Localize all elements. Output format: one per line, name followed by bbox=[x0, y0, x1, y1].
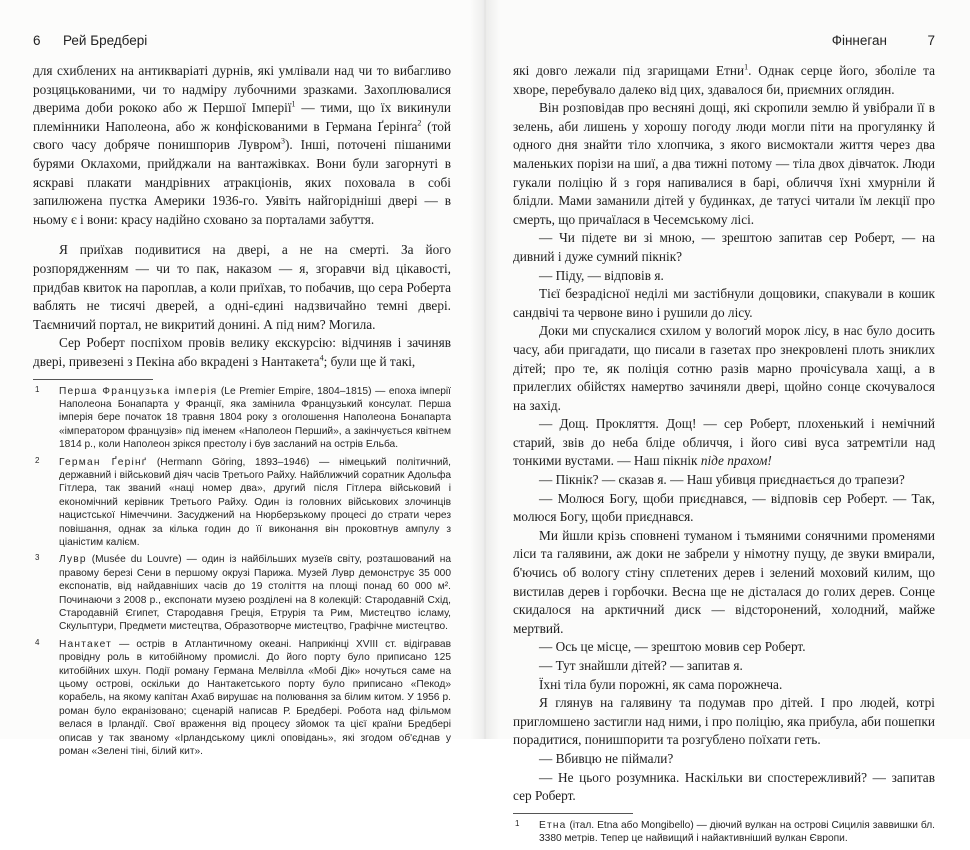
paragraph: Тієї безрадісної неділі ми застібнули дощовики, спакували в кошик сандвічі та червоне вино і рушили до лісу. bbox=[513, 286, 935, 320]
emphasis: піде прахом! bbox=[700, 453, 772, 469]
dialogue-line: — Вбивцю не піймали? bbox=[539, 750, 674, 766]
footnote: 2 Герман Ґерінґ (Hermann Göring, 1893–1946) — німецький політичний, державний і військовий діяч часів Третього Райху. Найближчий соратник Адольфа Гітлера, так званий «наці номер два», другий після Гітлера військовий і економічний керівник Третього Райху. Один із головних військових злочинців нацистської Німеччини. Засуджений на Нюрберзькому процесі до страти через повішання, однак за кілька годин до її виконання він проковтнув ампулу з ціаністим калієм. bbox=[35, 455, 452, 548]
footnote: 3 Лувр (Musée du Louvre) — один із найбільших музеїв світу, розташований на правому березі Сени в першому окрузі Парижа. Музей Лувр демонструє 35 000 експонатів, від найдавніших часів до 19 століття на площі понад 60 000 м². Починаючи з 2008 р., експонати музею розділені на 8 колекцій: Стародавній Схід, Стародавній Єгипет, Стародавня Греція, Етрурія та Рим, Мистецтво ісламу, Скульптури, Предмети мистецтва, Образотворче мистецтво, Графічне мистецтво. bbox=[35, 553, 451, 633]
right-page-number: 7 bbox=[927, 33, 935, 48]
footnote-ref: 1 bbox=[744, 62, 749, 72]
dialogue-line: — Чи підете ви зі мною, — зрештою запитав сер Роберт, — на дивний і дуже сумний пікнік? bbox=[513, 230, 935, 264]
footnote-ref: 3 bbox=[280, 136, 285, 146]
dialogue-line: — Молюся Богу, щоби приєднався, — відповів сер Роберт. — Так, молюся Богу, щоби приєднався. bbox=[513, 490, 935, 525]
right-page-header bbox=[513, 33, 935, 49]
dialogue-line: — Тут знайшли дітей? — запитав я. bbox=[539, 658, 743, 673]
footnote: 1 Етна (італ. Etna або Mongibello) — діючий вулкан на острові Сицилія заввишки бл. 3380 метрів. Тепер це найвищий і найактивніший вулкан Європи. bbox=[515, 818, 935, 845]
left-body-text bbox=[33, 62, 451, 372]
right-footnotes bbox=[513, 819, 935, 846]
left-page-header bbox=[33, 33, 451, 49]
left-text-block bbox=[33, 62, 451, 762]
paragraph: Доки ми спускалися схилом у вологий морок лісу, в нас було досить часу, аби пригадати, що писали в газетах про знекровлені плоть зниклих дітей; про те, як поліція сотню разів марно прочісувала хащі, а в прилеглих обійстях намертво зачиняли двері, щойно сонце скочувалося на захід. bbox=[513, 323, 935, 413]
dialogue-line: — Не цього розумника. Наскільки ви спостережливий? — запитав сер Роберт. bbox=[513, 769, 935, 804]
footnote-ref: 1 bbox=[291, 99, 296, 109]
paragraph: Їхні тіла були порожні, як сама порожнеча. bbox=[539, 676, 783, 692]
right-text-block bbox=[513, 62, 935, 850]
right-running-head: Фіннеган bbox=[831, 33, 887, 48]
paragraph: Я глянув на галявину та подумав про дітей. І про людей, котрі пригломшено застигли над ними, і про поліцію, яка прибула, аби пошепки порадитися, понишпорити та розгублено поїхати геть. bbox=[513, 695, 935, 748]
paragraph: Ми йшли крізь сповнені туманом і тьмяними сонячними променями ліси та галявини, аж доки не забрели у німотну пущу, де звуки вмирали, б'ючись об вологу стіну сплетених дерев і зелений моховий килим, що вистилав дерев і горбочки. Весна ще не дісталася до голих дерев. Сонце скидалося на арктичний диск — відсторонений, холодний, майже мертвий. bbox=[513, 527, 935, 636]
paragraph: Він розповідав про весняні дощі, які скропили землю й увібрали її в зелень, аби лишень у хорошу погоду люди могли піти на прогулянку й одного дня знайти тіло хлопчика, з якого висмоктали життя через два маленьких порізи на шиї, а два тижні потому — тіла двох дівчаток. Люди гукали поліцію й з горя напивалися в барі, обличчя їхні хмурніли й блідли. Мами заманили дітей у будинках, де татусі читали їм лекції про смерть, що причаїлася в Чесемському лісі. bbox=[513, 100, 935, 227]
footnote-ref: 2 bbox=[417, 118, 422, 128]
paragraph: для схиблених на антикваріаті дурнів, які умлівали над чи то вибагливо розцяцькованими, чи то надміру лубочними зразками. Захоплювалися дверима доби рококо або ж Першої Імперії$^1$ — тими, що їх викинули племінники Наполеона, або ж конфіскованими в Германа Ґерінґа$^2$ (той свого часу добряче понишпорив Лувром$^3$). Інші, поточені пішаними бурями Оклахоми, прийджали на вантажівках. Вони були загорнуті в яскраві плакати мандрівних атракціонів, яких поховала в собі запилюжена пустка Америки 1936-го. Уявіть найгорідніші двері — в ньому є і вони: красу надійно сховано за порталами забуття. bbox=[33, 63, 451, 227]
right-body-text bbox=[513, 62, 935, 806]
dialogue-line: — Пікнік? — сказав я. — Наш убивця приєднається до трапези? bbox=[539, 472, 905, 488]
footnote-ref: 4 bbox=[319, 353, 324, 363]
left-running-head: Рей Бредбері bbox=[63, 33, 148, 48]
right-page bbox=[485, 0, 970, 845]
book-gutter-shadow bbox=[470, 0, 500, 739]
dialogue-line: — Ось це місце, — зрештою мовив сер Роберт. bbox=[539, 639, 806, 655]
dialogue-line: — Дощ. Прокляття. Дощ! — сер Роберт, плохенький і немічний старий, звів до неба бліде обличчя, і його сиві вуса затремтіли над тонкими вустами. — Наш пікнік піде прахом! bbox=[513, 416, 935, 469]
footnote: 4 Нантакет — острів в Атлантичному океані. Наприкінці XVIII ст. відігравав провідну роль в китобійному промислі. До його порту було приписано 125 китобійних шхун. Події роману Германа Мелвілла «Мобі Дік» ночуться саме на цьому острові, оскільки до Нантакетського порту було приписано «Пекод» корабель, на якому капітан Ахаб вирушає на полювання за білим китом. У 1956 р. роман було екранізовано; сценарій написав Р. Бредбері. Робота над фільмом велася в Ірландії. Свої враження від процесу зйомок та цієї країни Бредбері описав у так званому «Ірландському циклі оповідань», які згодом об'єднав у роман «Зелені тіні, білий кит». bbox=[35, 637, 451, 758]
paragraph: Я приїхав подивитися на двері, а не на смерті. За його розпорядженням — чи то пак, наказом — я, згоравчи від цікавості, придбав квиток на пароплав, а коли приїхав, то побачив, що сера Роберта ваблять не тисячі дверей, а одні-єдині надзвичайно темні двері. Таємничий портал, не викритий донині. А під ним? Могила. bbox=[33, 242, 451, 332]
paragraph: які довго лежали під згарищами Етни$^1$. Однак серце його, зболіле та хворе, перебувало далеко від цих, здавалося би, приємних оглядин. bbox=[513, 62, 936, 97]
paragraph: Сер Роберт поспіхом провів велику екскурсію: відчиняв і зачиняв двері, привезені з Пекіна або вкрадені з Нантакета$^4$; були ще й такі, bbox=[33, 335, 451, 369]
left-page bbox=[0, 0, 485, 758]
left-page-number: 6 bbox=[33, 33, 41, 48]
footnote-rule bbox=[513, 813, 633, 814]
dialogue-line: — Піду, — відповів я. bbox=[539, 267, 664, 283]
left-footnotes bbox=[33, 385, 451, 759]
footnote: 1 Перша Французька імперія (Le Premier Empire, 1804–1815) — епоха імперії Наполеона Бонапарта у Франції, яка замінила Французький консулат. Перша імперія бере початок 18 травня 1804 року з оголошення Наполеона Бонапарта «імператором французів» під іменем «Наполеон Перший», а закінчується квітнем 1814 р., коли Наполеон зрікся престолу і був засланий на острів Ельба. bbox=[35, 384, 451, 451]
footnote-rule bbox=[33, 379, 153, 380]
